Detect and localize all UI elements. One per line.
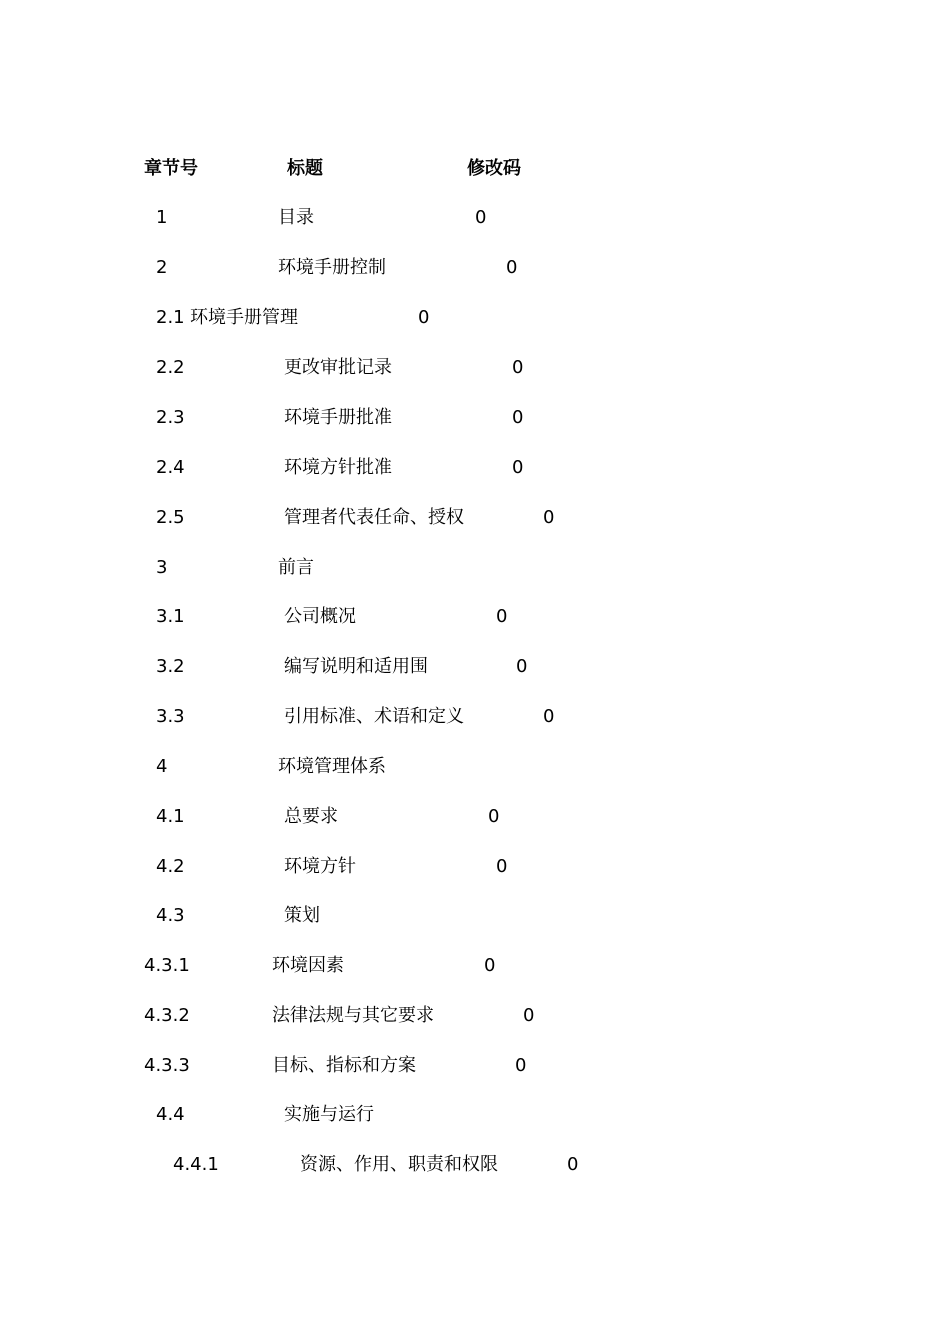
chapter-number: 4.3.3 <box>144 1055 190 1076</box>
toc-row <box>0 306 950 332</box>
chapter-number: 3.2 <box>156 656 185 677</box>
toc-row <box>0 954 950 980</box>
revision-code: 0 <box>496 606 508 627</box>
chapter-number: 4 <box>156 756 168 777</box>
chapter-title: 环境手册管理 <box>190 307 298 328</box>
chapter-number: 4.3.2 <box>144 1005 190 1026</box>
revision-code: 0 <box>515 1055 527 1076</box>
toc-row <box>0 256 950 282</box>
chapter-title: 管理者代表任命、授权 <box>284 507 464 528</box>
revision-code: 0 <box>512 357 524 378</box>
chapter-title: 实施与运行 <box>284 1104 374 1125</box>
toc-row <box>0 855 950 881</box>
toc-row <box>0 705 950 731</box>
toc-row <box>0 456 950 482</box>
chapter-number: 3 <box>156 557 168 578</box>
revision-code: 0 <box>567 1154 579 1175</box>
header-title: 标题 <box>287 158 323 179</box>
chapter-number: 4.4 <box>156 1104 185 1125</box>
chapter-title: 环境管理体系 <box>278 756 386 777</box>
toc-row <box>0 1103 950 1129</box>
chapter-title: 编写说明和适用围 <box>284 656 428 677</box>
revision-code: 0 <box>512 457 524 478</box>
revision-code: 0 <box>475 207 487 228</box>
chapter-number: 4.4.1 <box>173 1154 219 1175</box>
chapter-number: 4.2 <box>156 856 185 877</box>
chapter-title: 环境手册控制 <box>278 257 386 278</box>
chapter-title: 环境手册批准 <box>284 407 392 428</box>
toc-row <box>0 655 950 681</box>
chapter-number: 2.4 <box>156 457 185 478</box>
revision-code: 0 <box>523 1005 535 1026</box>
revision-code: 0 <box>506 257 518 278</box>
chapter-title: 目录 <box>278 207 314 228</box>
chapter-title: 引用标准、术语和定义 <box>284 706 464 727</box>
chapter-title: 更改审批记录 <box>284 357 392 378</box>
revision-code: 0 <box>543 706 555 727</box>
chapter-title: 策划 <box>284 905 320 926</box>
chapter-title: 公司概况 <box>284 606 356 627</box>
chapter-title: 法律法规与其它要求 <box>272 1005 434 1026</box>
header-revision-code: 修改码 <box>467 158 521 179</box>
revision-code: 0 <box>496 856 508 877</box>
chapter-number: 2.3 <box>156 407 185 428</box>
revision-code: 0 <box>484 955 496 976</box>
chapter-number: 4.3.1 <box>144 955 190 976</box>
chapter-title: 目标、指标和方案 <box>272 1055 416 1076</box>
toc-row <box>0 605 950 631</box>
chapter-title: 资源、作用、职责和权限 <box>300 1154 498 1175</box>
toc-row <box>0 206 950 232</box>
revision-code: 0 <box>418 307 430 328</box>
toc-row <box>0 1153 950 1179</box>
chapter-number: 4.1 <box>156 806 185 827</box>
chapter-number: 2.2 <box>156 357 185 378</box>
revision-code: 0 <box>488 806 500 827</box>
revision-code: 0 <box>516 656 528 677</box>
chapter-number: 3.3 <box>156 706 185 727</box>
chapter-title: 环境因素 <box>272 955 344 976</box>
toc-row <box>0 506 950 532</box>
toc-row <box>0 755 950 781</box>
chapter-number: 1 <box>156 207 168 228</box>
toc-row <box>0 356 950 382</box>
toc-row <box>0 406 950 432</box>
chapter-number: 2.5 <box>156 507 185 528</box>
toc-row <box>0 556 950 582</box>
revision-code: 0 <box>543 507 555 528</box>
toc-row <box>0 1054 950 1080</box>
chapter-title: 前言 <box>278 557 314 578</box>
chapter-number: 2.1 <box>156 307 185 328</box>
chapter-title: 环境方针批准 <box>284 457 392 478</box>
toc-row <box>0 1004 950 1030</box>
chapter-title: 总要求 <box>284 806 338 827</box>
chapter-number: 4.3 <box>156 905 185 926</box>
chapter-title: 环境方针 <box>284 856 356 877</box>
chapter-number: 2 <box>156 257 168 278</box>
toc-row <box>0 805 950 831</box>
chapter-number: 3.1 <box>156 606 185 627</box>
toc-row <box>0 904 950 930</box>
revision-code: 0 <box>512 407 524 428</box>
header-chapter-number: 章节号 <box>144 158 198 179</box>
